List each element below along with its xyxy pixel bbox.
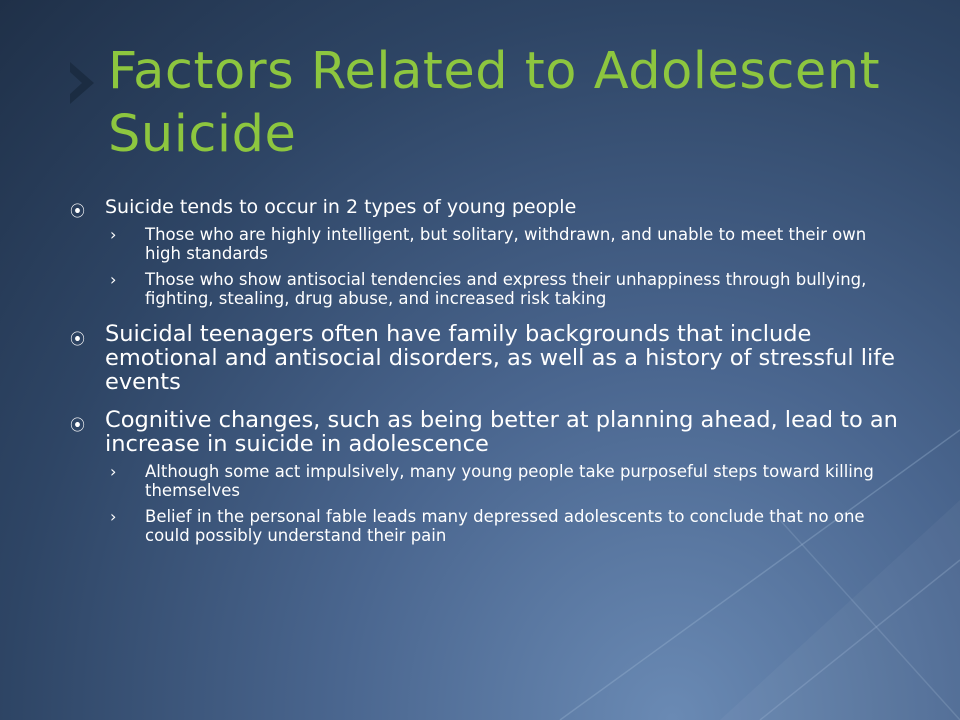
slide-title: Factors Related to Adolescent Suicide xyxy=(108,42,881,164)
sub-bullet-item xyxy=(105,225,900,263)
bullet-item xyxy=(70,195,900,219)
bullet-item xyxy=(70,408,900,456)
sub-bullet-item xyxy=(105,462,900,500)
chevron-right-icon: › xyxy=(110,462,117,481)
sub-bullet-text: Those who are highly intelligent, but solitary, withdrawn, and unable to meet their own high standards xyxy=(145,225,867,263)
sub-bullet-item xyxy=(105,270,900,308)
sub-bullet-text: Those who show antisocial tendencies and express their unhappiness through bullying, fighting, stealing, drug abuse, and increased risk taking xyxy=(145,270,867,308)
chevron-right-icon: › xyxy=(110,270,117,289)
sub-bullet-text: Belief in the personal fable leads many depressed adolescents to conclude that no one could possibly understand their pain xyxy=(145,507,865,545)
title-chevron-icon xyxy=(66,58,98,108)
circled-dot-icon: ⦿ xyxy=(70,416,86,434)
bullet-text: Suicidal teenagers often have family backgrounds that include emotional and antisocial disorders, as well as a history of stressful life events xyxy=(105,321,895,395)
bullet-text: Suicide tends to occur in 2 types of young people xyxy=(105,196,577,218)
bullet-text: Cognitive changes, such as being better at planning ahead, lead to an increase in suicide in adolescence xyxy=(105,407,898,457)
chevron-right-icon: › xyxy=(110,225,117,244)
chevron-right-icon: › xyxy=(110,507,117,526)
sub-bullet-text: Although some act impulsively, many young people take purposeful steps toward killing themselves xyxy=(145,462,874,500)
circled-dot-icon: ⦿ xyxy=(70,202,86,220)
sub-bullet-item xyxy=(105,507,900,545)
circled-dot-icon: ⦿ xyxy=(70,330,86,348)
bullet-list xyxy=(70,195,900,552)
bullet-item xyxy=(70,322,900,394)
